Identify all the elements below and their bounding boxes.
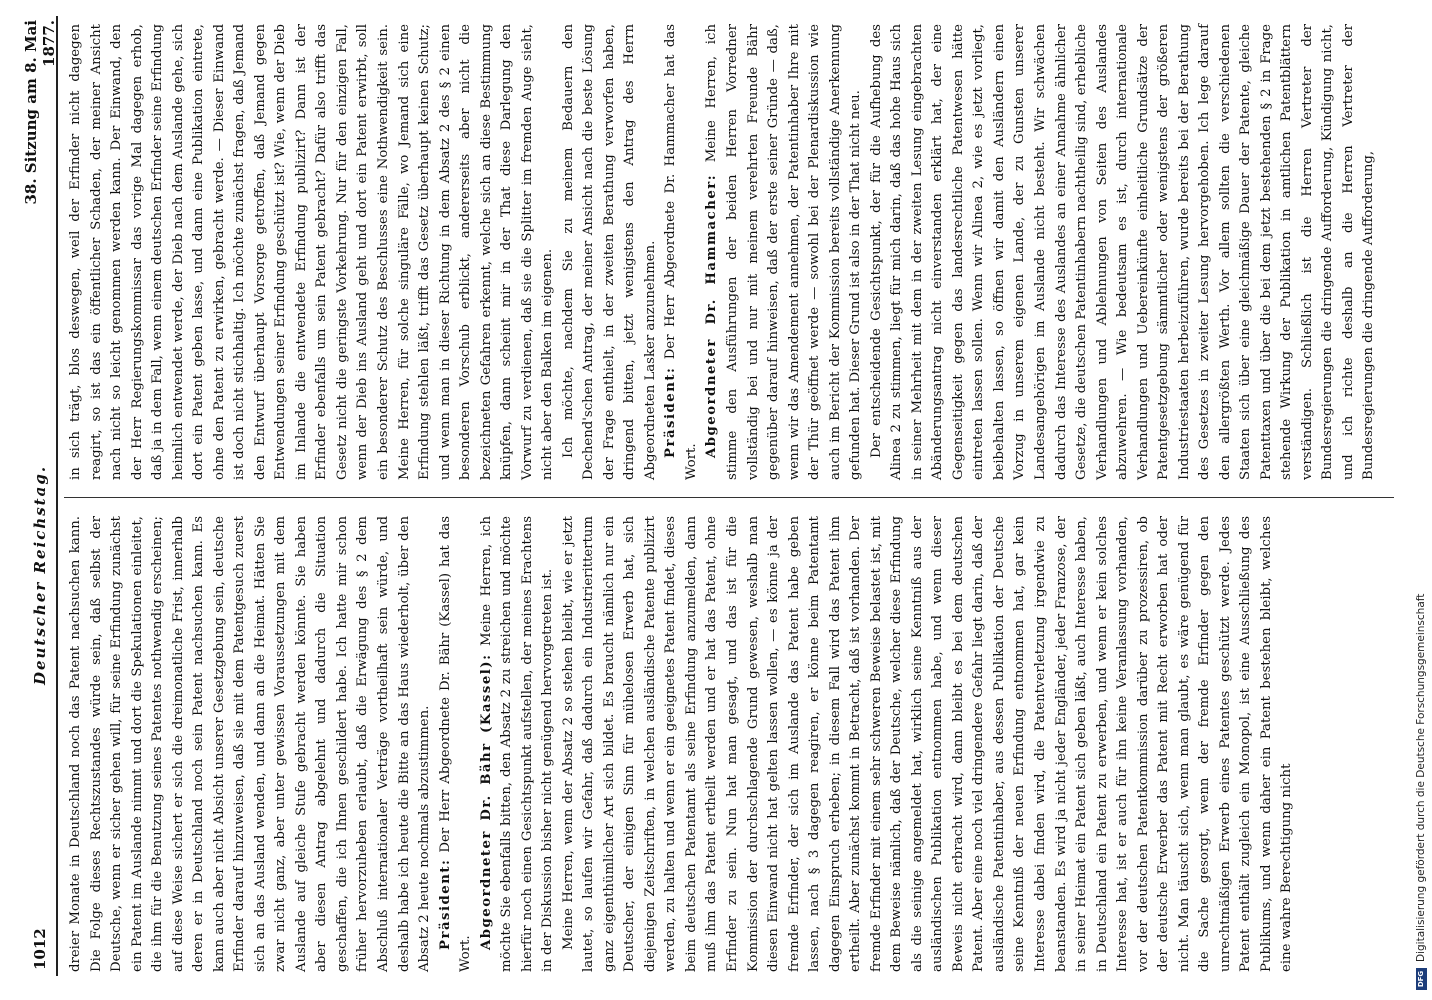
- paragraph: Abgeordneter Dr. Bähr (Kassel): Meine Herren, ich möchte Sie ebenfalls bitten, den Absatz 2 zu streichen und möchte hierfür noch einen Gesichtspunkt aufstellen, der meines Erachtens in der Diskussion bisher nicht genügend hervorgetreten ist.: [478, 515, 556, 972]
- paragraph: Ich möchte, nachdem Sie zu meinem Bedauern den Dechend'schen Antrag, der meiner Ansicht nach die beste Lösung der Frage enthielt, in der zweiten Berathung verworfen haben, dringend bitten, jetzt wenigstens den Antrag des Herrn Abgeordneten Lasker anzunehmen.: [560, 24, 658, 480]
- session-date: 38. Sitzung am 8. Mai 1877.: [22, 20, 58, 205]
- paragraph: Präsident: Der Herr Abgeordnete Dr. Bähr (Kassel) hat das Wort.: [437, 516, 474, 972]
- credit-text: Digitalisierung gefördert durch die Deutsche Forschungsgemeinschaft: [1415, 593, 1427, 962]
- paragraph: Meine Herren, wenn der Absatz 2 so stehen bleibt, wie er jetzt lautet, so laufen wir Gefahr, daß dadurch ein Industrierittertum ganz eigenthümlicher Art sich bildet. Es braucht nämlich nur ein Deutscher, der einigen Sinn für mühelosen Erwerb hat, sich diejenigen Zeitschriften, in welchen ausländische Patente publizirt werden, zu halten und wenn er ein geeignetes Patent findet, dieses beim deutschen Patentamt als seine Erfindung anzumelden, dann muß ihm das Patent ertheilt werden und er hat das Patent, ohne Erfinder zu sein. Nun hat man gesagt, und das ist für die Kommission der durchschlagende Grund gewesen, weshalb man diesen Einwand nicht hat gelten lassen wollen, — es könne ja der fremde Erfinder, der sich im Auslande das Patent habe geben lassen, nach § 3 dagegen reagiren, er könne beim Patentamt dagegen Einspruch erheben; in diesem Fall wird das Patent ihm ertheilt. Aber zunächst kommt in Betracht, daß ist vorhanden. Der fremde Erfinder mit einem sehr schweren Beweise belastet ist, mit dem Beweise nämlich, daß der Deutsche, welcher diese Erfindung als die seinige angemeldet hat, wirklich seine Kenntniß aus der ausländischen Publikation entnommen habe, und wenn dieser Beweis nicht erbracht wird, dann bleibt es bei dem deutschen Patent. Aber eine noch viel dringendere Gefahr liegt darin, daß der ausländische Patentinhaber, aus dessen Publikation der Deutsche seine Kenntniß der neuen Erfindung entnommen hat, gar kein Interesse dabei finden wird, die Patentverletzung irgendwie zu beanstanden. Es wird ja nicht jeder Engländer, jeder Franzose, der in seiner Heimat ein Patent sich geben läßt, auch Interesse haben, in Deutschland ein Patent zu erwerben, und wenn er kein solches Interesse hat, ist er auch für ihn keine Veranlassung vorhanden, vor der deutschen Patentkommission darüber zu prozessiren, ob der deutsche Erwerber das Patent mit Recht erworben hat oder nicht. Man täuscht sich, wenn man glaubt, es wäre genügend für die Sache gesorgt, wenn der fremde Erfinder gegen den unrechtmäßigen Erwerb eines Patentes geschützt werde. Jedes Patent enthält zugleich ein Monopol, ist eine Ausschließung des Publikums, und wenn daher ein Patent bestehen bleibt, welches eine wahre Berechtigung nicht: [560, 516, 1295, 972]
- page-number: 1012: [31, 928, 49, 970]
- header-rule: [56, 16, 58, 976]
- paragraph: dreier Monate in Deutschland noch das Patent nachsuchen kann. Die Folge dieses Rechtszustandes würde sein, daß selbst der Deutsche, wenn er sicher gehen will, für seine Erfindung zunächst ein Patent im Auslande nimmt und dort die Spekulationen einleitet, die ihm für die Benutzung seines Patentes nothwendig erscheinen; auf diese Weise sichert er sich die dreimonatliche Frist, innerhalb deren er in Deutschland noch sein Patent nachsuchen kann. Es kann auch aber nicht Absicht unserer Gesetzgebung sein, deutsche Erfinder darauf hinzuweisen, daß sie mit dem Patentgesuch zuerst sich an das Ausland wenden, und dann an die Heimat. Hätten Sie zwar nicht ganz, aber unter gewissen Voraussetzungen mit dem Auslande auf gleiche Stufe gebracht werden könnte. Sie haben aber diesen Antrag abgelehnt und dadurch die Situation geschaffen, die ich Ihnen geschildert habe. Ich hatte mir schon früher hervorzuheben erlaubt, daß die Erwägung des § 2 dem Abschluß internationaler Verträge vortheilhaft sein würde, und deshalb habe ich heute die Bitte an das Haus wiederholt, über den Absatz 2 heute nochmals abzustimmen.: [68, 516, 433, 972]
- right-text-column: [66, 24, 1380, 480]
- paragraph: Der entscheidende Gesichtspunkt, der für die Aufhebung des Alinea 2 zu stimmen, liegt für mich darin, daß das hohe Haus sich in seiner Mehrheit mit dem in der zweiten Lesung eingebrachten Abänderungsantrag nicht einverstanden erklärt hat, der eine Gegenseitigkeit gegen das landesrechtliche Patentwesen hätte eintreten lassen sollen. Wenn wir Alinea 2, wie es jetzt vorliegt, beibehalten lassen, so öffnen wir damit den Ausländern einen Vorzug in unserem eigenen Lande, der zu Gunsten unserer Landesangehörigen im Auslande nicht besteht. Wir schwächen dadurch das Interesse des Auslandes an einer Annahme ähnlicher Gesetze, die deutschen Patentinhabern nachtheilig sind, erhebliche Verhandlungen und Ablehnungen von Seiten des Auslandes abzuwehren. — Wie bedeutsam es ist, durch internationale Verhandlungen und Uebereinkünfte einheitliche Grundsätze der Patentgesetzgebung sämmtlicher oder wenigstens der größeren Industriestaaten herbeizuführen, wurde bereits bei der Berathung des Gesetzes in zweiter Lesung hervorgehoben. Ich lege darauf den allergrößten Werth. Vor allem sollten die verschiedenen Staaten sich über eine gleichmäßige Dauer der Patente, gleiche Patenttaxen und über die bei dem jetzt bestehenden § 2 in Frage stehende Wirkung der Publikation in amtlichen Patentblättern verständigen. Schließlich ist die Herren Vertreter der Bundesregierungen die dringende Aufforderung, Kündigung nicht, und ich richte deshalb an die Herren Vertreter der Bundesregierungen die dringende Aufforderung,: [868, 24, 1377, 480]
- publication-title: Deutscher Reichstag.: [31, 464, 49, 686]
- column-divider: [64, 497, 1394, 498]
- paragraph: Abgeordneter Dr. Hammacher: Meine Herren, ich stimme den Ausführungen der beiden Herren Vorredner vollständig bei und nur mit meinem verehrten Freunde Bähr gegenüber darauf hinweisen, daß der erste seiner Gründe — daß, wenn wir das Amendement annehmen, der Patentinhaber Ihre mit der Thür geöffnet werde — sowohl bei der Plenardiskussion wie auch im Bericht der Kommission bereits vollständige Anerkennung gefunden hat. Dieser Grund ist also in der That nicht neu.: [704, 24, 864, 480]
- left-text-column: [66, 516, 1298, 972]
- speaker-label: Abgeordneter Dr. Bähr (Kassel):: [478, 653, 494, 950]
- paragraph: in sich trägt, blos deswegen, weil der Erfinder nicht dagegen reagirt, so ist das ein öffentlicher Schaden, der meiner Ansicht nach nicht so leicht genommen werden kann. Der Einwand, den der Herr Regierungskommissar das vorige Mal dagegen erhob, daß ja in dem Fall, wenn einem deutschen Erfinder seine Erfindung heimlich entwendet werde, der Dieb nach dem Auslande gehe, sich dort ein Patent geben lasse, und dann eine Publikation eintrete, ohne den Patent zu erwirken, gebracht werde. — Dieser Einwand ist doch nicht stichhaltig. Ich möchte zunächst fragen, daß Jemand den Entwurf überhaupt Vorsorge getroffen, daß Jemand gegen Entwendungen seiner Erfindung geschützt ist? Wie, wenn der Dieb im Inlande die entwendete Erfindung publizirt? Dann ist der Erfinder ebenfalls um sein Patent gebracht? Dafür also trifft das Gesetz nicht die geringste Vorkehrung. Nur für den einzigen Fall, wenn der Dieb ins Ausland geht und dort ein Patent erwirbt, soll ein besonderer Schutz des Beschlusses eine Nothwendigkeit sein. Meine Herren, für solche singuläre Fälle, wo Jemand sich eine Erfindung stehlen läßt, trifft das Gesetz überhaupt keinen Schutz; und wenn man in dieser Richtung in dem Absatz 2 des § 2 einen besonderen Vorschub erblickt, andererseits aber nicht die bezeichneten Gefahren erkennt, welche sich an diese Bestimmung knüpfen, dann scheint mir in der That diese Darlegung den Vorwurf zu verdienen, daß sie die Splitter im fremden Auge sieht, nicht aber den Balken im eigenen.: [68, 24, 556, 480]
- speaker-label: Präsident:: [663, 366, 679, 458]
- speaker-label: Abgeordneter Dr. Hammacher:: [704, 173, 720, 458]
- dfg-logo: DFG: [1416, 968, 1427, 990]
- paragraph: Präsident: Der Herr Abgeordnete Dr. Hammacher hat das Wort.: [663, 24, 699, 480]
- speaker-label: Präsident:: [437, 858, 453, 950]
- digitization-credit: [1413, 0, 1429, 990]
- page-header: [22, 20, 58, 970]
